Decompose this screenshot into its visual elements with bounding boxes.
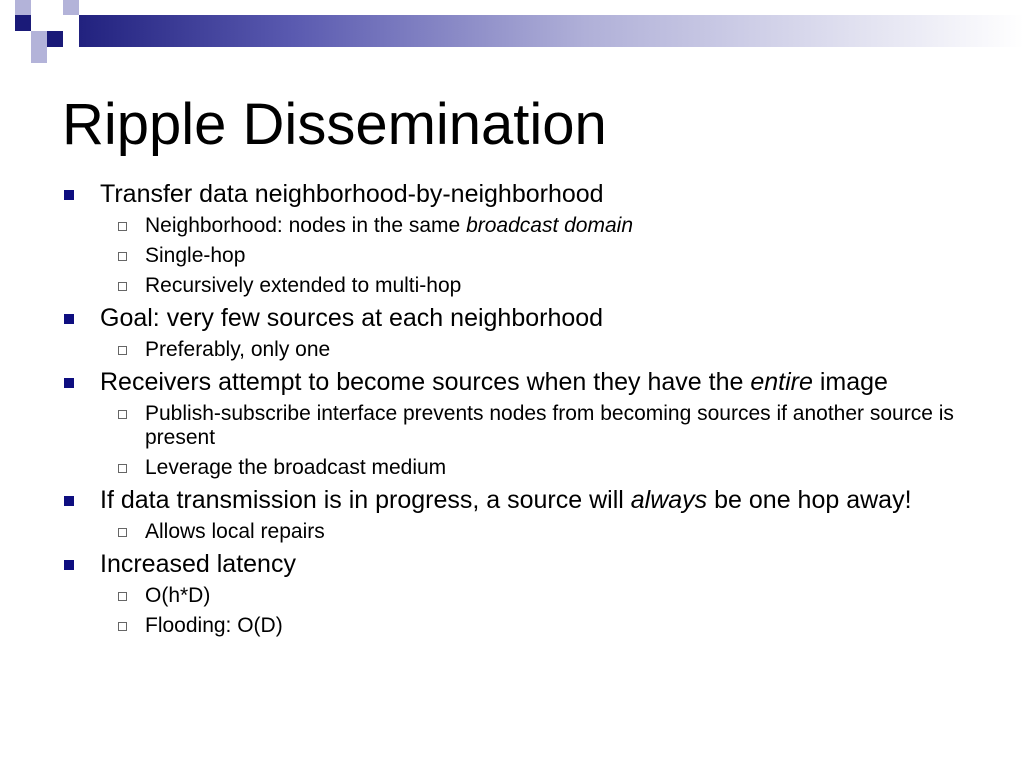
sub-bullet-emphasis: broadcast domain	[466, 214, 633, 237]
bullet-text: Goal: very few sources at each neighborhood	[100, 304, 604, 332]
hollow-square-bullet-icon	[118, 592, 127, 601]
sub-bullet-item	[62, 402, 962, 450]
filled-square-bullet-icon	[64, 378, 74, 388]
sub-bullet-text: Flooding: O(D)	[145, 614, 283, 637]
hollow-square-bullet-icon	[118, 528, 127, 537]
header-gradient-bar	[50, 15, 1024, 47]
sub-bullet-text: O(h*D)	[145, 584, 211, 607]
sub-bullet-item	[62, 520, 962, 544]
sub-bullet-item	[62, 614, 962, 638]
sub-bullet-text: Recursively extended to multi-hop	[145, 274, 462, 297]
filled-square-bullet-icon	[64, 560, 74, 570]
sub-bullet-item	[62, 456, 962, 480]
hollow-square-bullet-icon	[118, 346, 127, 355]
sub-bullet-item	[62, 338, 962, 362]
bullet-text: Receivers attempt to become sources when they have the	[100, 368, 751, 396]
sub-bullet-item	[62, 584, 962, 608]
hollow-square-bullet-icon	[118, 410, 127, 419]
filled-square-bullet-icon	[64, 496, 74, 506]
hollow-square-bullet-icon	[118, 622, 127, 631]
header-square	[47, 15, 63, 31]
sub-bullet-text: Leverage the broadcast medium	[145, 456, 447, 479]
bullet-text: image	[812, 368, 888, 396]
header-square	[63, 0, 79, 15]
bullet-item	[62, 368, 962, 396]
hollow-square-bullet-icon	[118, 464, 127, 473]
bullet-text: If data transmission is in progress, a source will	[100, 486, 631, 514]
header-square	[15, 15, 31, 31]
bullet-text: Transfer data neighborhood-by-neighborhood	[100, 180, 604, 208]
header-square	[63, 15, 79, 31]
hollow-square-bullet-icon	[118, 282, 127, 291]
header-square	[47, 31, 63, 47]
hollow-square-bullet-icon	[118, 222, 127, 231]
filled-square-bullet-icon	[64, 314, 74, 324]
sub-bullet-text: Neighborhood: nodes in the same	[145, 214, 467, 237]
bullet-emphasis: always	[630, 486, 708, 514]
header-square	[31, 15, 47, 31]
sub-bullet-text: Single-hop	[145, 244, 246, 267]
bullet-item	[62, 180, 962, 208]
sub-bullet-text: Publish-subscribe interface prevents nodes from becoming sources if another source is present	[145, 402, 954, 449]
bullet-item	[62, 304, 962, 332]
sub-bullet-item	[62, 274, 962, 298]
header-square	[15, 31, 31, 47]
sub-bullet-item	[62, 214, 962, 238]
slide-title: Ripple Dissemination	[62, 92, 607, 157]
sub-bullet-text: Allows local repairs	[145, 520, 325, 543]
header-square	[63, 31, 79, 47]
header-square	[0, 15, 15, 31]
bullet-list	[62, 180, 962, 644]
bullet-text: be one hop away!	[707, 486, 912, 514]
bullet-item	[62, 550, 962, 578]
sub-bullet-item	[62, 244, 962, 268]
bullet-item	[62, 486, 962, 514]
filled-square-bullet-icon	[64, 190, 74, 200]
header-square	[31, 47, 47, 63]
bullet-text: Increased latency	[100, 550, 296, 578]
header-square	[31, 31, 47, 47]
sub-bullet-text: Preferably, only one	[145, 338, 331, 361]
header-square	[15, 0, 31, 15]
hollow-square-bullet-icon	[118, 252, 127, 261]
bullet-emphasis: entire	[750, 368, 813, 396]
